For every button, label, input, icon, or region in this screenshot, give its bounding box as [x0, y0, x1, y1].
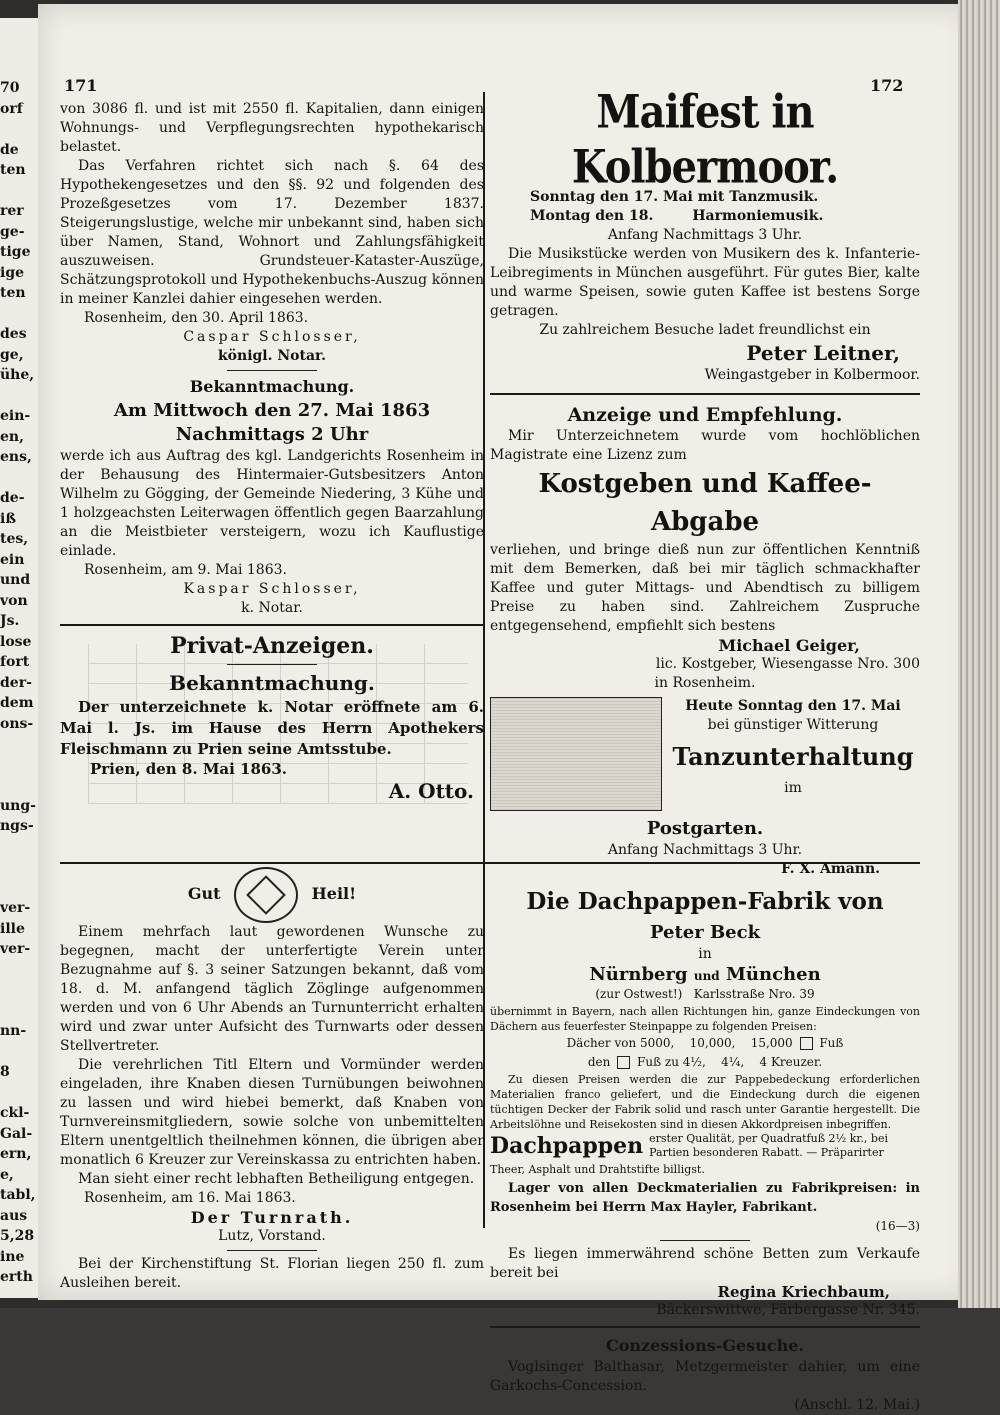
- prev-page-fragment: lose: [0, 633, 32, 650]
- prev-page-fragment: aus: [0, 1207, 28, 1224]
- betten-signer: Regina Kriechbaum,: [717, 1283, 890, 1301]
- prev-page-fragment: ung-: [0, 797, 36, 814]
- prev-page-fragment: des: [0, 326, 27, 342]
- rule: [227, 370, 317, 371]
- prev-page-fragment: ver-: [0, 941, 31, 957]
- dach-row2-d: 4 Kreuzer.: [759, 1055, 823, 1069]
- prev-page-fragment: de-: [0, 490, 25, 506]
- tanz-title: Tanzunterhaltung: [672, 742, 914, 771]
- page-number-left: 171: [64, 76, 98, 95]
- dach-address-left: (zur Ostwest!): [595, 987, 683, 1001]
- prev-page-fragment: nn-: [0, 1023, 27, 1039]
- prev-page-fragment: ein-: [0, 408, 31, 424]
- dach-und: und: [693, 969, 720, 983]
- prev-page-fragment: tes,: [0, 531, 29, 547]
- dach-body2: Zu diesen Preisen werden die zur Pappebedeckung erforderlichen Materialien franco geliefert, und die Eindeckung durch die eigenen tüchtigen Decker der Fabrik solid und rasch unter Garantie hergestellt. Die Arbeitslöhne und Reisekosten sind in diesen Akkordpreisen inbegriffen.: [490, 1073, 920, 1131]
- notice2-signer: Kaspar Schlosser,: [183, 581, 361, 597]
- anzeige-title2: lic. Kostgeber, Wiesengasse Nro. 300: [655, 656, 920, 672]
- prev-page-fragment: ngs-: [0, 818, 34, 834]
- turn-date: Rosenheim, am 16. Mai 1863.: [84, 1189, 296, 1206]
- page-number-right: 172: [870, 76, 904, 95]
- prev-page-fragment: ige: [0, 264, 25, 281]
- dach-fuss: Fuß: [819, 1036, 844, 1050]
- maifest-invite: Zu zahlreichem Besuche ladet freundlichst ein: [539, 322, 871, 338]
- prev-page-fragment: e,: [0, 1166, 14, 1183]
- anzeige-heading: Anzeige und Empfehlung.: [567, 404, 843, 426]
- prev-page-fragment: ille: [0, 920, 25, 937]
- notice1-title: königl. Notar.: [217, 348, 327, 364]
- private-ads-heading: Privat-Anzeigen.: [170, 633, 374, 659]
- section-rule: [490, 1326, 920, 1328]
- prev-page-fragment: tige: [0, 244, 31, 260]
- dach-title: Die Dachpappen-Fabrik von: [526, 888, 884, 915]
- konz-ref: (Anschl. 12. Mai.): [794, 1397, 920, 1413]
- prev-page-fragment: ern,: [0, 1146, 32, 1162]
- prev-page-fragment: fort: [0, 654, 30, 670]
- dach-lager: Lager von allen Deckmaterialien zu Fabrikpreisen: in Rosenheim bei Herrn Max Hayler, Fabrikant.: [490, 1181, 920, 1215]
- prev-page-fragment: de: [0, 141, 19, 158]
- dach-row2-a: den: [587, 1055, 611, 1069]
- turn-body2: Die verehrlichen Titl Eltern und Vormünder werden eingeladen, ihre Knaben diesen Turnübungen beiwohnen zu lassen und wird hiebei bemerkt, daß Knaben von Turnvereinsmitgliedern, sowie solche von unbemittelten Eltern unentgeltlich theilnehmen können, die übrigen aber monatlich 6 Kreuzer zur Vereinskassa zu entrichten haben.: [60, 1056, 484, 1168]
- prev-page-fragment: ons-: [0, 715, 34, 732]
- notice2-date: Rosenheim, am 9. Mai 1863.: [84, 562, 287, 578]
- dach-theer: Theer, Asphalt und Drahtstifte billigst.: [490, 1163, 705, 1176]
- dach-price-label: Dächer von 5000,: [566, 1036, 675, 1050]
- section-rule: [60, 624, 484, 626]
- prev-page-fragment: ge,: [0, 346, 24, 363]
- maifest-line2b: Harmoniemusik.: [692, 208, 824, 224]
- tanz-block: [490, 697, 920, 817]
- notice3-date: Prien, den 8. Mai 1863.: [90, 760, 288, 778]
- prev-page-fragment: 8: [0, 1064, 10, 1080]
- anzeige-signer: Michael Geiger,: [718, 636, 860, 655]
- dach-body: übernimmt in Bayern, nach allen Richtungen hin, ganze Eindeckungen von Dächern aus feuerfester Steinpappe zu folgenden Preisen:: [490, 1005, 920, 1033]
- section-rule: [490, 393, 920, 395]
- previous-page-edge: [0, 18, 42, 1298]
- notice2-body: werde ich aus Auftrag des kgl. Landgerichts Rosenheim in der Behausung des Hintermaier-Gutsbesitzers Anton Wilhelm zu Gögging, der Gemeinde Niedering, 3 Kühe und 1 holzgeachsten Leiterwagen öffentlich gegen Baarzahlung an die Meistbieter versteigern, wozu ich Kauflustige einlade.: [60, 448, 484, 559]
- dach-price-mid: 10,000,: [689, 1036, 736, 1050]
- maifest-line2a: Montag den 18.: [530, 208, 654, 224]
- rule: [227, 664, 317, 665]
- rule: [227, 1250, 317, 1251]
- turn-body3: Man sieht einer recht lebhaften Betheiligung entgegen.: [78, 1170, 475, 1187]
- prev-page-fragment: en,: [0, 428, 24, 445]
- prev-page-fragment: iß: [0, 510, 16, 527]
- prev-page-fragment: erth: [0, 1269, 33, 1285]
- dach-city2: München: [725, 964, 821, 985]
- prev-page-fragment: orf: [0, 100, 23, 117]
- turn-title: Lutz, Vorstand.: [218, 1227, 326, 1244]
- prev-page-fragment: ver-: [0, 900, 31, 916]
- prev-page-fragment: Js.: [0, 613, 20, 629]
- checkbox-icon: [617, 1056, 630, 1069]
- dach-pappen-side1: erster Qualität, per Quadratfuß 2½ kr., bei: [649, 1132, 888, 1145]
- book-page-edges: [958, 0, 1000, 1308]
- prev-page-fragment: ten: [0, 162, 26, 178]
- prev-page-fragment: 70: [0, 80, 20, 96]
- prev-page-fragment: rer: [0, 203, 24, 219]
- tanz-signer: F. X. Amann.: [781, 861, 880, 877]
- turn-signer: Der Turnrath.: [190, 1207, 354, 1227]
- prev-page-fragment: ckl-: [0, 1105, 30, 1121]
- turn-gut: Gut: [187, 884, 221, 903]
- maifest-line3: Anfang Nachmittags 3 Uhr.: [607, 227, 803, 243]
- dach-city1: Nürnberg: [589, 964, 688, 985]
- notice1-signer: Caspar Schlosser,: [183, 329, 361, 345]
- notice3-heading: Bekanntmachung.: [169, 671, 375, 695]
- turn-body1: Einem mehrfach laut gewordenen Wunsche zu begegnen, macht der unterfertigte Verein unter Bezugnahme auf §. 3 seiner Satzungen bekannt, daß vom 18. d. M. anfangend täglich Zöglinge aufgenommen werden und von 6 Uhr Abends an Turnunterricht erhalten wird und zwar unter Aufsicht des Turnwarts oder dessen Stellvertreter.: [60, 923, 484, 1054]
- notice2-title: k. Notar.: [241, 600, 303, 616]
- prev-page-fragment: von: [0, 592, 28, 609]
- dach-pappen-side2: Partien besonderen Rabatt. — Präparirter: [649, 1146, 884, 1159]
- tanz-im: im: [784, 780, 802, 796]
- prev-page-fragment: und: [0, 572, 31, 588]
- dach-in: in: [698, 946, 712, 962]
- dach-name: Peter Beck: [649, 922, 761, 943]
- prev-page-fragment: Gal-: [0, 1125, 33, 1142]
- prev-page-fragment: ge-: [0, 223, 25, 240]
- tanz-line1: Heute Sonntag den 17. Mai: [685, 698, 901, 714]
- konz-body: Voglsinger Balthasar, Metzgermeister dahier, um eine Garkochs-Concession.: [490, 1359, 920, 1394]
- anzeige-body: verliehen, und bringe dieß nun zur öffentlichen Kenntniß mit dem Bemerken, daß bei mir täglich schmackhafter Kaffee und guter Mittags- und Abendtisch zu billigem Preise zu haben sind. Zahlreichem Zuspruche entgegensehend, empfiehlt sich bestens: [490, 542, 920, 634]
- notice3-body: Der unterzeichnete k. Notar eröffnete am 6. Mai l. Js. im Hause des Herrn Apothekers Fleischmann zu Prien seine Amtsstube.: [60, 698, 484, 758]
- prev-page-fragment: ine: [0, 1248, 25, 1265]
- notice3-signer: A. Otto.: [388, 779, 474, 803]
- notice2-heading: Bekanntmachung.: [189, 377, 355, 396]
- maifest-line1: Sonntag den 17. Mai mit Tanzmusik.: [530, 189, 819, 205]
- newspaper-page: [38, 4, 973, 1413]
- dach-price-right: 15,000: [750, 1036, 793, 1050]
- dance-hall-engraving: [490, 697, 662, 811]
- prev-page-fragment: ein: [0, 551, 25, 568]
- notice1-text: von 3086 fl. und ist mit 2550 fl. Kapitalien, dann einigen Wohnungs- und Verpflegungsrechten hypothekarisch belastet.: [60, 101, 484, 155]
- prev-page-fragment: 5,28: [0, 1228, 35, 1244]
- maifest-body: Die Musikstücke werden von Musikern des k. Infanterie-Leibregiments in München ausgeführt. Für gutes Bier, kalte und warme Speisen, sowie guten Kaffee ist bestens Sorge getragen.: [490, 246, 920, 319]
- tanz-line2: bei günstiger Witterung: [707, 717, 879, 733]
- notice1-text-2: Das Verfahren richtet sich nach §. 64 des Hypothekengesetzes und den §§. 92 und folgenden des Prozeßgesetzes vom 17. Dezember 1837. Steigerungslustige, welche mir unbekannt sind, haben sich über Namen, Stand, Wohnort und Zahlungsfähigkeit auszuweisen. Grundsteuer-Kataster-Auszüge, Schätzungsprotokoll und Hypothekenbuchs-Auszug können in meiner Kanzlei dahier eingesehen werden.: [60, 158, 484, 307]
- notice1-date: Rosenheim, den 30. April 1863.: [84, 310, 309, 326]
- dach-row2-c: 4¼,: [721, 1055, 745, 1069]
- prev-page-fragment: der-: [0, 674, 32, 691]
- dach-row2-b: Fuß zu 4½,: [637, 1055, 706, 1069]
- anzeige-title: Kostgeben und Kaffee-Abgabe: [538, 469, 872, 537]
- prev-page-fragment: ens,: [0, 449, 32, 465]
- anzeige-intro: Mir Unterzeichnetem wurde vom hochlöblichen Magistrate eine Lizenz zum: [490, 428, 920, 463]
- tanz-time: Anfang Nachmittags 3 Uhr.: [607, 842, 803, 858]
- notice2-date-line2: Nachmittags 2 Uhr: [175, 424, 369, 445]
- maifest-signer: Peter Leitner,: [746, 341, 900, 365]
- maifest-title2: Weingastgeber in Kolbermoor.: [704, 367, 920, 383]
- tanz-place: Postgarten.: [646, 818, 764, 839]
- notice2-date-line1: Am Mittwoch den 27. Mai 1863: [113, 400, 431, 421]
- checkbox-icon: [800, 1037, 813, 1050]
- anzeige-place: in Rosenheim.: [654, 675, 756, 691]
- turn-heil: Heil!: [311, 884, 357, 903]
- kirchenstiftung: Bei der Kirchenstiftung St. Florian liegen 250 fl. zum Ausleihen bereit.: [60, 1255, 484, 1291]
- prev-page-fragment: dem: [0, 695, 34, 711]
- left-column: [60, 100, 484, 803]
- dach-ref: (16—3): [875, 1219, 920, 1233]
- rule: [660, 1240, 750, 1241]
- turnverein-notice: [60, 866, 484, 1293]
- prev-page-fragment: tabl,: [0, 1187, 36, 1203]
- konz-heading: Conzessions-Gesuche.: [606, 1336, 804, 1355]
- prev-page-fragment: ühe,: [0, 367, 35, 383]
- dach-pappen: Dachpappen: [490, 1133, 644, 1159]
- betten: Es liegen immerwährend schöne Betten zum Verkaufe bereit bei: [490, 1246, 920, 1281]
- dach-address-right: Karlsstraße Nro. 39: [693, 987, 815, 1001]
- maifest-title: Maifest in Kolbermoor.: [571, 84, 839, 195]
- prev-page-fragment: ten: [0, 285, 26, 301]
- betten-title: Bäckerswittwe, Färbergasse Nr. 345.: [656, 1302, 920, 1318]
- turnverein-emblem-icon: [234, 867, 298, 923]
